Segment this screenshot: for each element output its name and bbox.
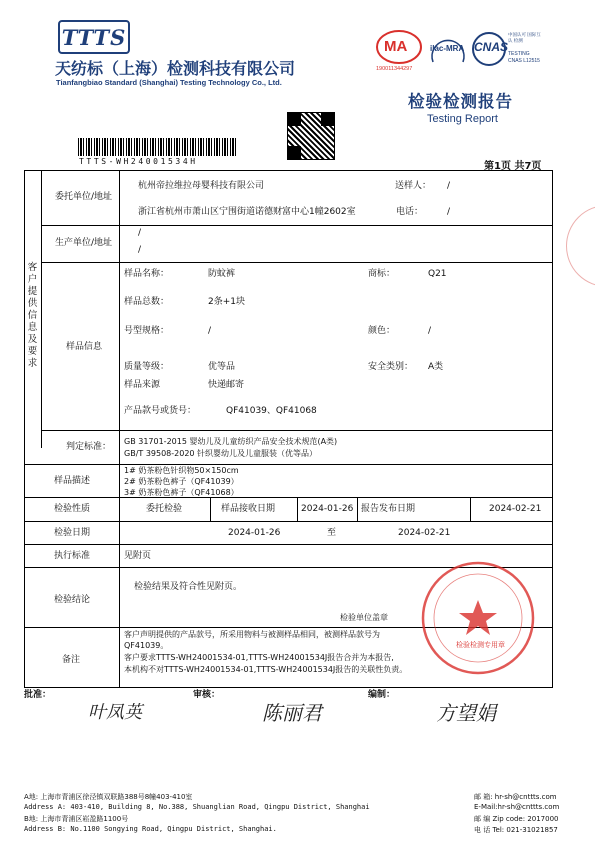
- client-label: 委托单位/地址: [55, 192, 113, 202]
- email-en: E-Mail:hr-sh@cnttts.com: [474, 803, 560, 811]
- cma-number: 190011344297: [376, 66, 413, 72]
- address-a-en: Address A: 403-410, Building 8, No.388, Shuanglian Road, Qingpu District, Shanghai: [24, 803, 370, 811]
- sender-value: /: [447, 181, 451, 191]
- review-signature: 陈丽君: [262, 701, 322, 725]
- ilac-text: ilac-MRA: [430, 44, 465, 53]
- make-label: 编制：: [368, 690, 396, 700]
- receive-date-label: 样品接收日期: [221, 504, 276, 514]
- seal-caption: 检验单位盖章: [340, 613, 388, 622]
- cnas-testing-text: TESTING: [508, 51, 530, 57]
- color-label: 颜色：: [368, 326, 396, 336]
- cma-mark: [376, 30, 422, 72]
- test-date-to: 至: [327, 528, 337, 538]
- customer-info-side-label: 客户提供信息及要求: [27, 262, 38, 369]
- official-seal: [420, 560, 536, 676]
- description-line-3: 3# 奶茶粉色裤子（QF41068）: [124, 488, 239, 497]
- barcode: [78, 138, 236, 156]
- remarks-label: 备注: [62, 655, 81, 665]
- source-value: 快递邮寄: [208, 380, 245, 390]
- sample-count-label: 样品总数：: [124, 297, 170, 307]
- model-label: 号型规格：: [124, 326, 170, 336]
- address-b-en: Address B: No.1100 Songying Road, Qingpu District, Shanghai.: [24, 825, 277, 833]
- test-date-end: 2024-02-21: [398, 528, 451, 538]
- remarks-line-2: QF41039。: [124, 641, 169, 650]
- remarks-line-3: 客户要求TTTS-WH24001534-01,TTTS-WH24001534J报告合并为本报告,: [124, 653, 394, 662]
- phone-label: 电话：: [396, 207, 424, 217]
- seal-center-text: 检验检测专用章: [456, 641, 505, 649]
- conclusion-label: 检验结论: [54, 595, 91, 605]
- page-number: 第1页 共7页: [484, 161, 542, 172]
- model-value: /: [208, 326, 212, 336]
- remarks-line-1: 客户声明提供的产品款号，所采用物料与被测样品相同，被测样品款号为: [124, 630, 380, 639]
- standard-label: 判定标准：: [66, 442, 112, 452]
- test-date-label: 检验日期: [54, 528, 91, 538]
- phone-footer: 电 话 Tel: 021-31021857: [474, 826, 558, 834]
- issue-date-label: 报告发布日期: [361, 504, 416, 514]
- cma-text: MA: [384, 38, 408, 55]
- report-title-cn: 检验检测报告: [408, 92, 513, 111]
- company-name-en: Tianfangbiao Standard (Shanghai) Testing Technology Co., Ltd.: [56, 78, 282, 87]
- edge-seal-icon: [566, 205, 595, 287]
- grade-value: 优等品: [208, 362, 236, 372]
- producer-label: 生产单位/地址: [55, 238, 113, 248]
- barcode-text: TTTS-WH24001534H: [79, 157, 198, 166]
- sample-name-label: 样品名称：: [124, 269, 170, 279]
- standard-line-1: GB 31701-2015 婴幼儿及儿童纺织产品安全技术规范(A类): [124, 437, 338, 446]
- safety-label: 安全类别：: [368, 362, 414, 372]
- description-label: 样品描述: [54, 476, 91, 486]
- producer-address: /: [138, 245, 142, 255]
- address-a-cn: A地: 上海市青浦区徐泾镇双联路388号8幢403-410室: [24, 793, 193, 801]
- cnas-cn-text: 中国认可 国际互认 检测: [508, 32, 541, 43]
- sample-info-label: 样品信息: [66, 342, 103, 352]
- brand-value: Q21: [428, 269, 447, 279]
- phone-value: /: [447, 207, 451, 217]
- source-label: 样品来源: [124, 380, 161, 390]
- cnas-number: CNAS L12515: [508, 58, 540, 64]
- safety-value: A类: [428, 362, 444, 372]
- approve-label: 批准：: [24, 690, 52, 700]
- client-name: 杭州帝拉维拉母婴科技有限公司: [138, 181, 265, 191]
- issue-date: 2024-02-21: [489, 504, 542, 514]
- cnas-text: CNAS: [474, 40, 509, 54]
- address-b-cn: B地: 上海市青浦区崧盈路1100号: [24, 815, 129, 823]
- standard-line-2: GB/T 39508-2020 针织婴幼儿及儿童服装（优等品）: [124, 449, 318, 458]
- zip-code: 邮 编 Zip code: 2017000: [474, 815, 559, 823]
- exec-standard-label: 执行标准: [54, 551, 91, 561]
- description-line-1: 1# 奶茶粉色针织物50×150cm: [124, 466, 239, 475]
- receive-date: 2024-01-26: [301, 504, 354, 514]
- sample-count: 2条+1块: [208, 297, 245, 307]
- producer-name: /: [138, 228, 142, 238]
- test-date-start: 2024-01-26: [228, 528, 281, 538]
- product-code-label: 产品款号或货号：: [124, 406, 197, 416]
- review-label: 审核：: [193, 690, 221, 700]
- ilac-mark: [427, 32, 469, 68]
- remarks-line-4: 本机构不对TTTS-WH24001534-01,TTTS-WH24001534J报告的关联性负责。: [124, 665, 408, 674]
- product-code: QF41039、QF41068: [226, 406, 317, 416]
- cnas-mark: [472, 30, 542, 76]
- conclusion-text: 检验结果及符合性见附页。: [134, 582, 243, 592]
- client-address: 浙江省杭州市萧山区宁围街道诺德财富中心1幢2602室: [138, 207, 356, 217]
- seal-stamp-icon: [420, 560, 536, 676]
- report-title-en: Testing Report: [427, 113, 498, 125]
- company-logo: TTTS: [58, 20, 130, 54]
- approve-signature: 叶凤英: [88, 702, 142, 723]
- grade-label: 质量等级：: [124, 362, 170, 372]
- qr-code: [287, 112, 335, 160]
- exec-standard-value: 见附页: [124, 551, 152, 561]
- description-line-2: 2# 奶茶粉色裤子（QF41039）: [124, 477, 239, 486]
- email-cn: 邮 箱: hr-sh@cnttts.com: [474, 793, 557, 801]
- test-nature: 委托检验: [146, 504, 183, 514]
- color-value: /: [428, 326, 432, 336]
- sample-name: 防蚊裤: [208, 269, 236, 279]
- test-nature-label: 检验性质: [54, 504, 91, 514]
- brand-label: 商标：: [368, 269, 396, 279]
- company-name-cn: 天纺标（上海）检测科技有限公司: [55, 59, 296, 78]
- sender-label: 送样人：: [395, 181, 432, 191]
- make-signature: 方望娟: [436, 701, 496, 725]
